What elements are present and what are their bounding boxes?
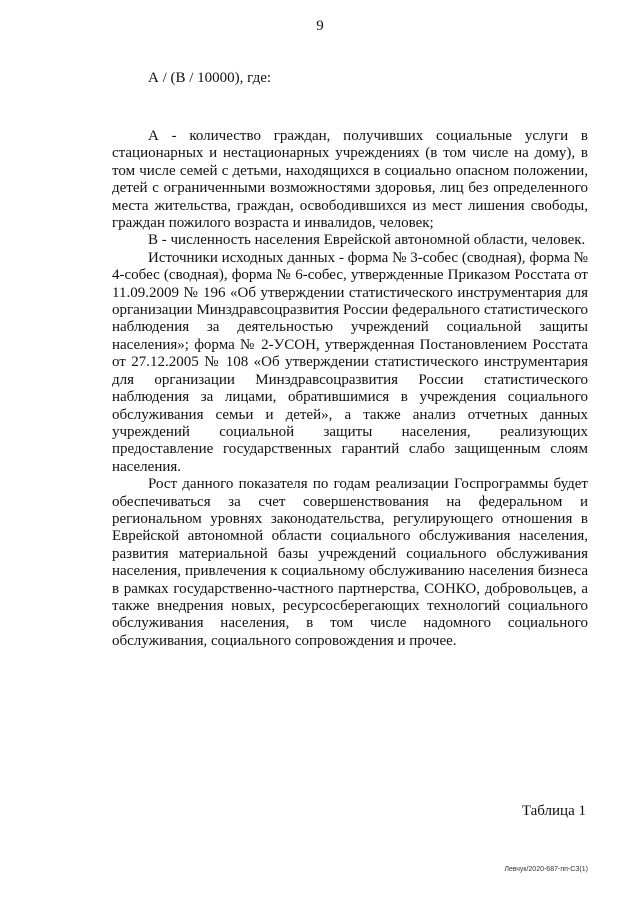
definition-b: В - численность населения Еврейской автономной области, человек.	[148, 232, 586, 249]
table-caption: Таблица 1	[521, 803, 586, 819]
document-body	[112, 128, 588, 650]
document-code: Левчук/2020-687-пп-СЗ(1)	[504, 866, 588, 873]
paragraph-growth: Рост данного показателя по годам реализации Госпрограммы будет обеспечиваться за счет совершенствования на федеральном и региональном уровнях законодательства, регулирующего отношения в Еврейской автономной области социального обслуживания населения, развития материальной базы учреждений социального обслуживания населения, привлечения к социальному обслуживанию населения бизнеса в рамках государственно-частного партнерства, СОНКО, добровольцев, а также внедрения новых, ресурсосберегающих технологий социального обслуживания населения, в том числе надомного социального обслуживания, социального сопровождения и прочее.	[112, 476, 588, 649]
definition-a: А - количество граждан, получивших социальные услуги в стационарных и нестационарных учреждениях (в том числе на дому), в том числе семей с детьми, находящихся в социально опасном положении, детей с ограниченными возможностями здоровья, лиц без определенного места жительства, граждан, освободившихся из мест лишения свободы, граждан пожилого возраста и инвалидов, человек;	[112, 128, 588, 232]
page-number: 9	[316, 18, 324, 34]
formula: А / (В / 10000), где:	[148, 70, 272, 86]
paragraph-sources: Источники исходных данных - форма № 3-собес (сводная), форма № 4-собес (сводная), форма № 6-собес, утвержденные Приказом Росстата от 11.09.2009 № 196 «Об утверждении статистического инструментария для организации Минздравсоцразвития России федерального статистического наблюдения за деятельностью учреждений социальной защиты населения»; форма № 2-УСОН, утвержденная Постановлением Росстата от 27.12.2005 № 108 «Об утверждении статистического инструментария для организации Минздравсоцразвития России статистического наблюдения за лицами, обратившимися в учреждения социального обслуживания семьи и детей», а также анализ отчетных данных учреждений социальной защиты населения, реализующих предоставление государственных гарантий слабо защищенным слоям населения.	[112, 249, 588, 475]
